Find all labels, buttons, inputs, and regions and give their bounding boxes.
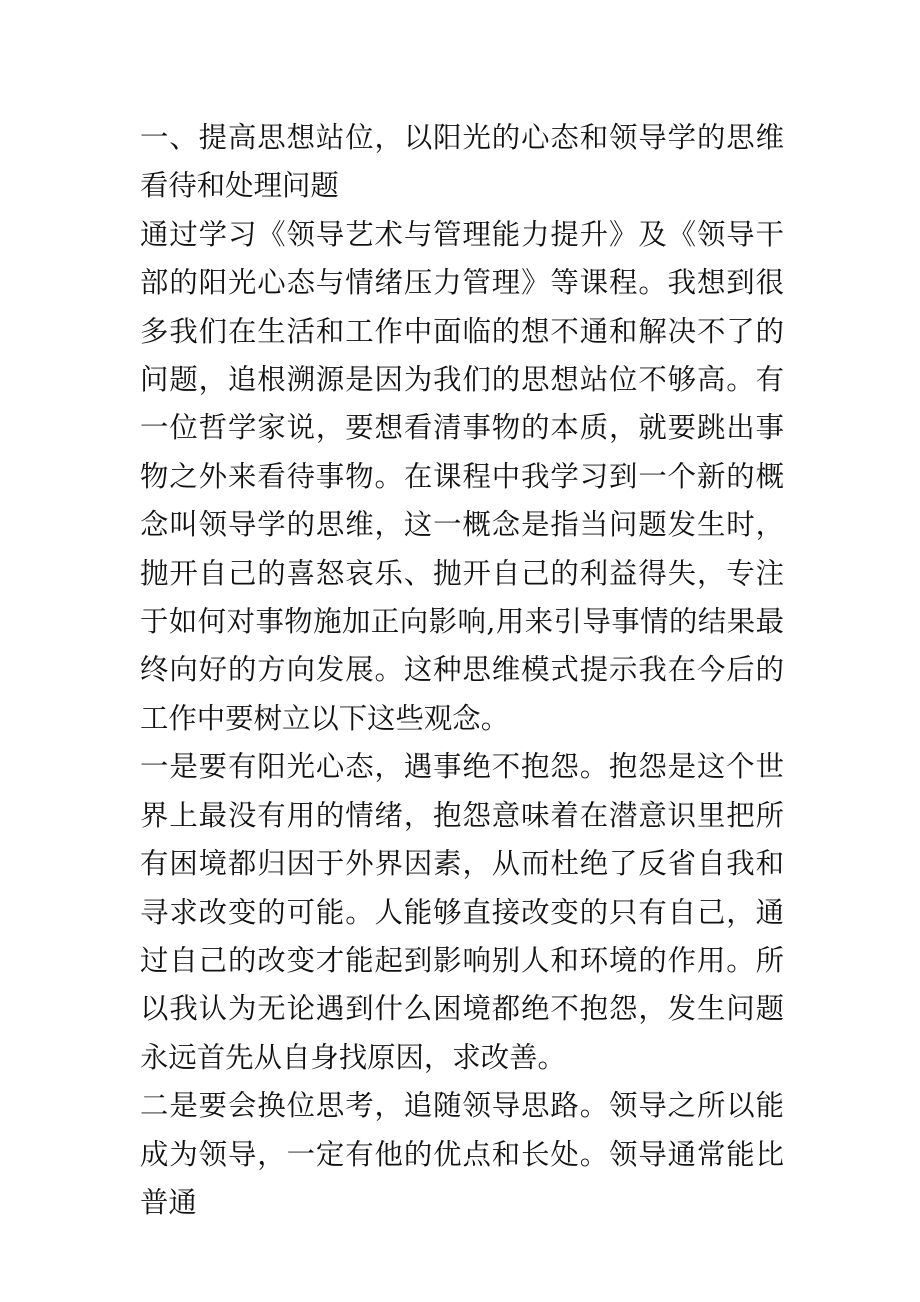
document-body	[140, 114, 784, 1227]
section-heading: 一、提高思想站位，以阳光的心态和领导学的思维看待和处理问题	[140, 121, 784, 203]
paragraph-point-two: 二是要会换位思考，追随领导思路。领导之所以能成为领导，一定有他的优点和长处。领导通常能比普通	[140, 1089, 784, 1219]
paragraph-intro: 通过学习《领导艺术与管理能力提升》及《领导干部的阳光心态与情绪压力管理》等课程。我想到很多我们在生活和工作中面临的想不通和解决不了的问题，追根溯源是因为我们的思想站位不够高。有一位哲学家说，要想看清事物的本质，就要跳出事物之外来看待事物。在课程中我学习到一个新的概念叫领导学的思维，这一概念是指当问题发生时，抛开自己的喜怒哀乐、抛开自己的利益得失，专注于如何对事物施加正向影响,用来引导事情的结果最终向好的方向发展。这种思维模式提示我在今后的工作中要树立以下这些观念。	[140, 217, 784, 735]
paragraph-point-one: 一是要有阳光心态，遇事绝不抱怨。抱怨是这个世界上最没有用的情绪，抱怨意味着在潜意识里把所有困境都归因于外界因素，从而杜绝了反省自我和寻求改变的可能。人能够直接改变的只有自己，通过自己的改变才能起到影响别人和环境的作用。所以我认为无论遇到什么困境都绝不抱怨，发生问题永远首先从自身找原因，求改善。	[140, 750, 784, 1074]
